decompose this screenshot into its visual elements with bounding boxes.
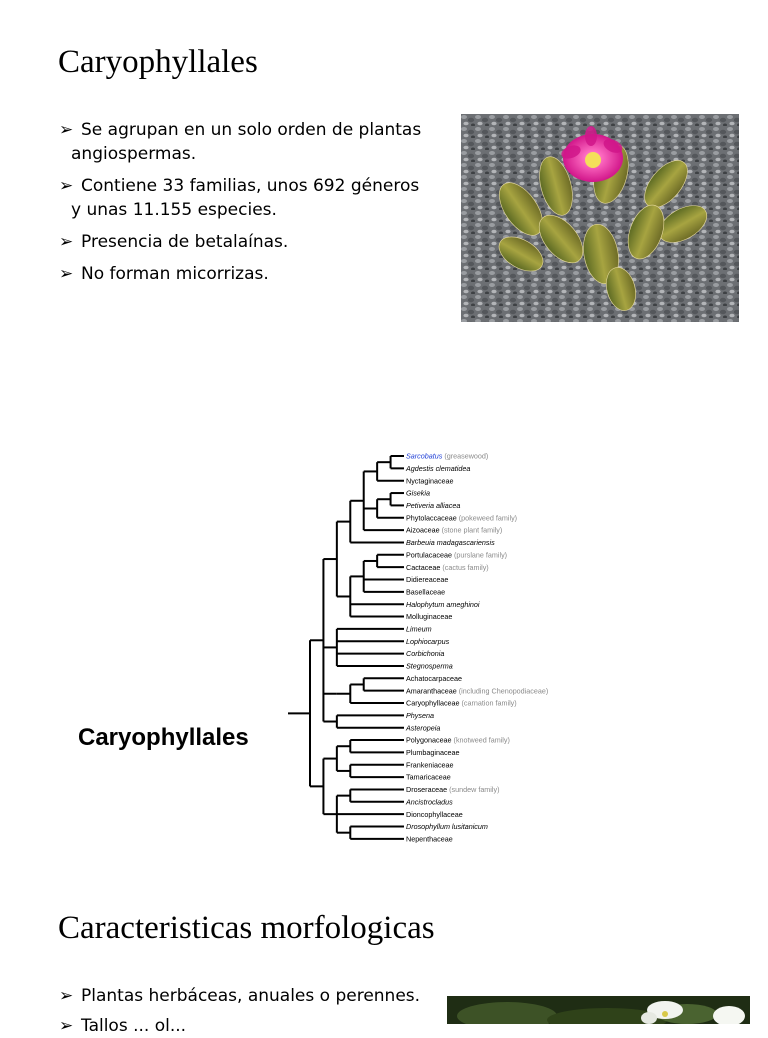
taxon-label: Plumbaginaceae	[406, 748, 460, 757]
bullet-text: angiospermas.	[71, 144, 197, 164]
taxon-label: Limeum	[406, 624, 432, 634]
taxon-label: Nepenthaceae	[406, 834, 453, 844]
taxon-label: Gisekia	[406, 488, 430, 498]
taxon-label: Basellaceae	[406, 587, 446, 597]
bullet-item	[58, 1014, 448, 1038]
taxon-label: Sarcobatus (greasewood)	[406, 451, 489, 461]
taxon-label: Polygonaceae (knotweed family)	[406, 735, 510, 745]
bullet-text: No forman micorrizas.	[81, 264, 269, 284]
bullet-text: Contiene 33 familias, unos 692 géneros	[81, 176, 420, 196]
taxon-label: Petiveria alliacea	[406, 501, 461, 510]
phylogeny-root-label: Caryophyllales	[78, 724, 249, 751]
taxon-label: Asteropeia	[406, 723, 441, 733]
taxon-label: Didiereaceae	[406, 575, 449, 585]
arrow-bullet-icon: ➢	[59, 264, 74, 284]
arrow-bullet-icon: ➢	[59, 986, 74, 1006]
taxon-label: Lophiocarpus	[406, 636, 450, 646]
bullet-text: Se agrupan en un solo orden de plantas	[81, 120, 422, 140]
taxon-label: Physena	[406, 710, 434, 720]
white-flowers-photo	[447, 996, 750, 1024]
arrow-bullet-icon: ➢	[59, 120, 74, 140]
cactus-photo	[461, 114, 739, 322]
cactus-image	[461, 114, 739, 322]
section-title-caryophyllales: Caryophyllales	[58, 44, 258, 80]
taxon-label: Droseraceae (sundew family)	[406, 785, 500, 795]
taxon-label: Agdestis clematidea	[406, 463, 471, 473]
bullet-text: Presencia de betalaínas.	[81, 232, 289, 252]
bullet-list-morfologia	[58, 984, 448, 1038]
bullet-text: Tallos ... ol...	[81, 1016, 187, 1036]
arrow-bullet-icon: ➢	[59, 1016, 74, 1036]
bullet-list-overview	[58, 118, 448, 286]
taxon-label: Cactaceae (cactus family)	[406, 562, 489, 572]
taxon-label: Molluginaceae	[406, 612, 453, 622]
taxon-label: Drosophyllum lusitanicum	[406, 822, 488, 832]
arrow-bullet-icon: ➢	[59, 232, 74, 252]
taxon-label: Achatocarpaceae	[406, 673, 462, 683]
arrow-bullet-icon: ➢	[59, 176, 74, 196]
taxon-label: Corbichonia	[406, 649, 445, 659]
taxon-label: Ancistrocladus	[406, 797, 453, 807]
taxon-label: Amaranthaceae (including Chenopodiaceae)	[406, 686, 549, 696]
taxon-label: Nyctaginaceae	[406, 476, 454, 486]
taxon-label: Phytolaccaceae (pokeweed family)	[406, 513, 518, 523]
taxon-label: Caryophyllaceae (carnation family)	[406, 698, 517, 708]
taxon-label: Halophytum ameghinoi	[406, 599, 480, 609]
bullet-item	[58, 174, 448, 222]
bullet-item	[58, 118, 448, 166]
bullet-item	[58, 984, 448, 1008]
bullet-text: y unas 11.155 especies.	[71, 200, 277, 220]
flowers-image	[447, 996, 750, 1024]
bullet-text: Plantas herbáceas, anuales o perennes.	[81, 986, 421, 1006]
bullet-item	[58, 262, 448, 286]
section-title-morfologia: Caracteristicas morfologicas	[58, 910, 435, 946]
taxon-label: Barbeuia madagascariensis	[406, 538, 495, 548]
taxon-label: Stegnosperma	[406, 661, 453, 671]
taxon-label: Tamaricaceae	[406, 772, 451, 782]
bullet-item	[58, 230, 448, 254]
taxon-label: Portulacaceae (purslane family)	[406, 550, 508, 560]
phylogeny-tree	[280, 448, 600, 860]
taxon-label: Aizoaceae (stone plant family)	[406, 525, 503, 535]
taxon-label: Frankeniaceae	[406, 760, 454, 770]
taxon-label: Dioncophyllaceae	[406, 809, 463, 819]
